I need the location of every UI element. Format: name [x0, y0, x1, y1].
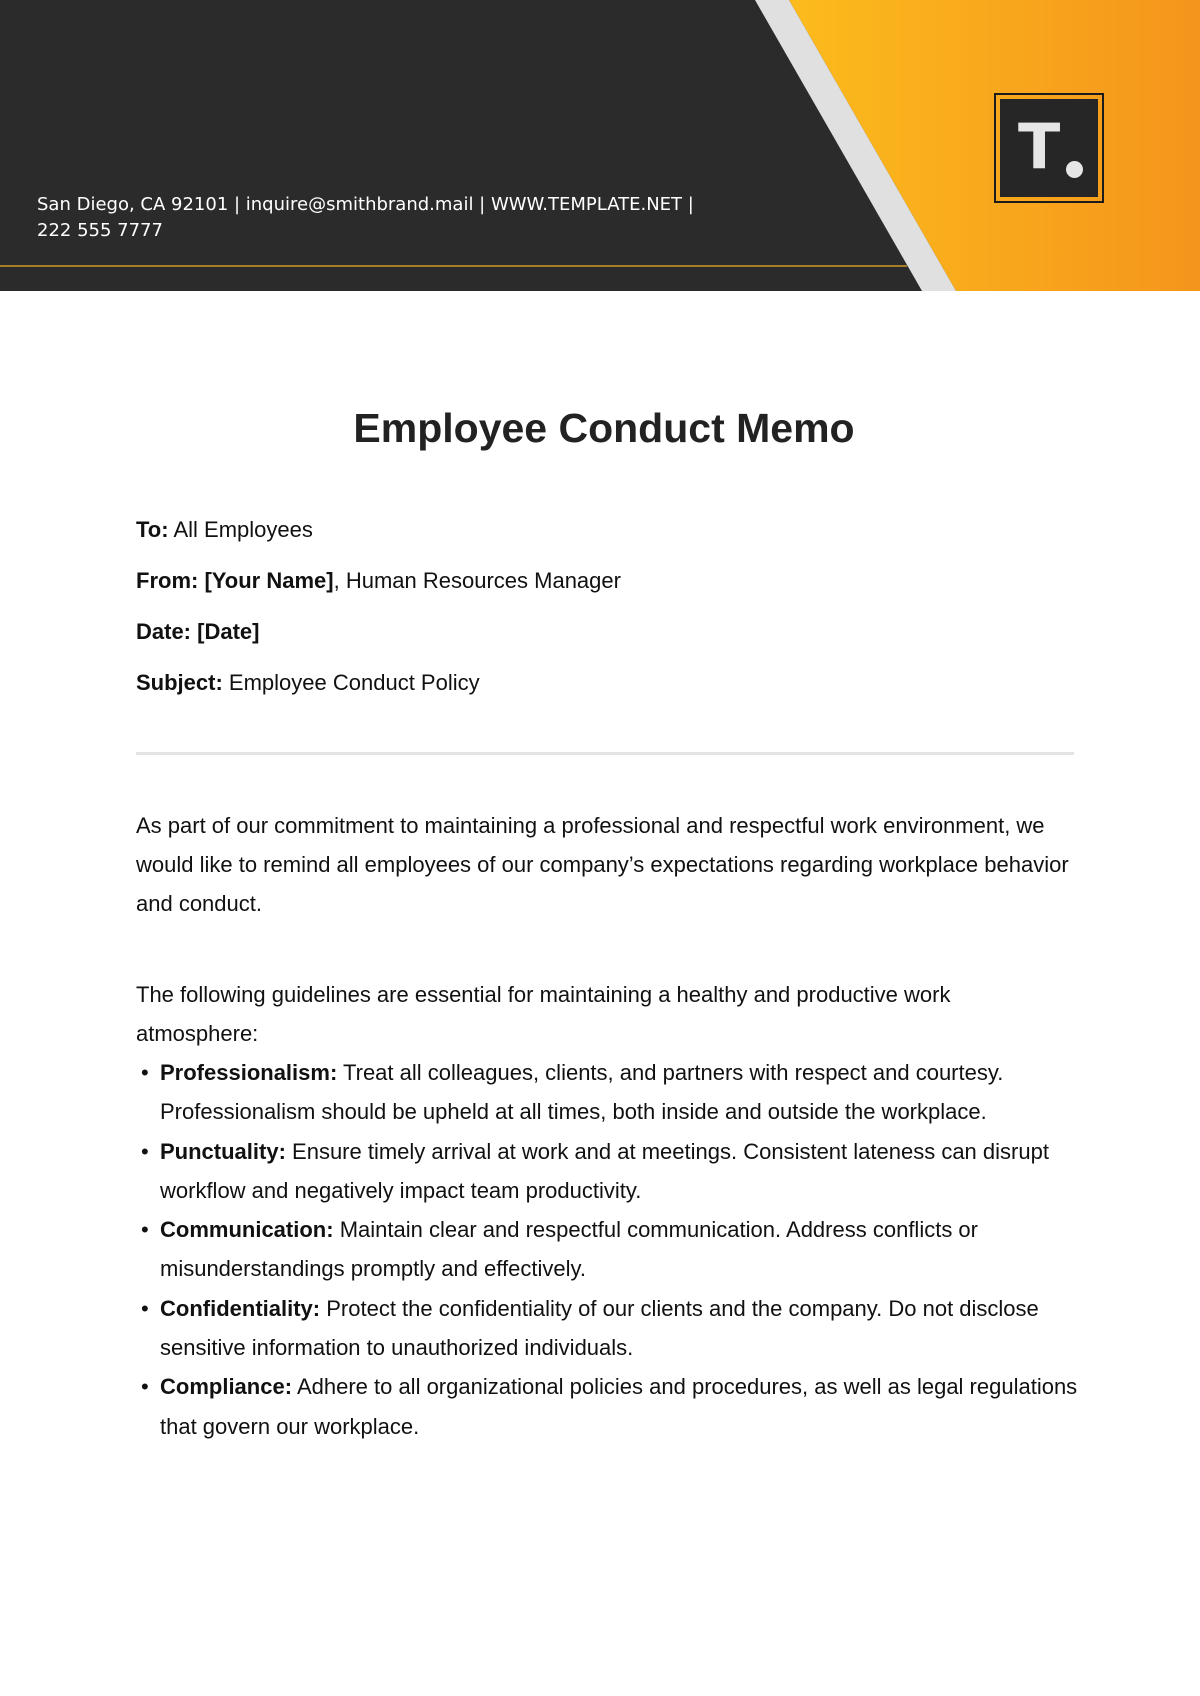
- guidelines-list: [136, 1053, 1100, 1446]
- date-label: Date: [Date]: [136, 619, 260, 644]
- to-value: All Employees: [173, 517, 313, 542]
- guideline-text: Ensure timely arrival at work and at meetings. Consistent lateness can disrupt workflow and negatively impact team productivity.: [160, 1138, 1049, 1203]
- memo-meta: [136, 514, 1076, 718]
- guideline-label: Punctuality:: [160, 1138, 286, 1164]
- subject-label: Subject:: [136, 670, 223, 695]
- intro-paragraph: As part of our commitment to maintaining a professional and respectful work environment, we would like to remind all employees of our company’s expectations regarding workplace behavior and conduct.: [136, 813, 1069, 916]
- from-value: , Human Resources Manager: [333, 568, 621, 593]
- from-label: From: [Your Name]: [136, 568, 334, 593]
- list-item: [160, 1289, 1100, 1368]
- memo-to-line: [136, 514, 1076, 546]
- guideline-text: Maintain clear and respectful communication. Address conflicts or misunderstandings promptly and effectively.: [160, 1217, 978, 1282]
- list-item: [160, 1210, 1100, 1289]
- contact-phone-line: 222 555 7777: [37, 220, 163, 241]
- logo-letter: T: [1018, 110, 1061, 183]
- letterhead-header: [0, 0, 1200, 291]
- memo-date-line: [136, 616, 1076, 648]
- list-item: [160, 1053, 1100, 1132]
- guideline-label: Professionalism:: [160, 1060, 338, 1085]
- logo-dot: [1066, 161, 1083, 178]
- guideline-text: Adhere to all organizational policies and procedures, as well as legal regulations that govern our workplace.: [160, 1374, 1078, 1439]
- section-divider: [136, 752, 1074, 755]
- logo-mark: [1000, 99, 1098, 197]
- memo-title: Employee Conduct Memo: [353, 405, 855, 451]
- list-item: [160, 1132, 1100, 1211]
- guideline-label: Communication:: [160, 1217, 334, 1243]
- guidelines-intro-paragraph: The following guidelines are essential for maintaining a healthy and productive work atmosphere:: [136, 982, 951, 1046]
- guideline-text: Treat all colleagues, clients, and partners with respect and courtesy. Professionalism should be upheld at all times, both inside and outside the workplace.: [160, 1060, 1004, 1125]
- guideline-label: Confidentiality:: [160, 1295, 321, 1321]
- contact-address-line: San Diego, CA 92101 | inquire@smithbrand.mail | WWW.TEMPLATE.NET |: [37, 194, 694, 215]
- subject-value: Employee Conduct Policy: [228, 670, 480, 695]
- list-item: [160, 1367, 1100, 1446]
- memo-subject-line: [136, 667, 1076, 699]
- company-logo: [994, 93, 1104, 203]
- memo-from-line: [136, 565, 1076, 597]
- to-label: To:: [136, 517, 169, 542]
- guideline-label: Compliance:: [160, 1374, 293, 1400]
- guideline-text: Protect the confidentiality of our clients and the company. Do not disclose sensitive information to unauthorized individuals.: [160, 1295, 1039, 1361]
- contact-info: [37, 192, 737, 244]
